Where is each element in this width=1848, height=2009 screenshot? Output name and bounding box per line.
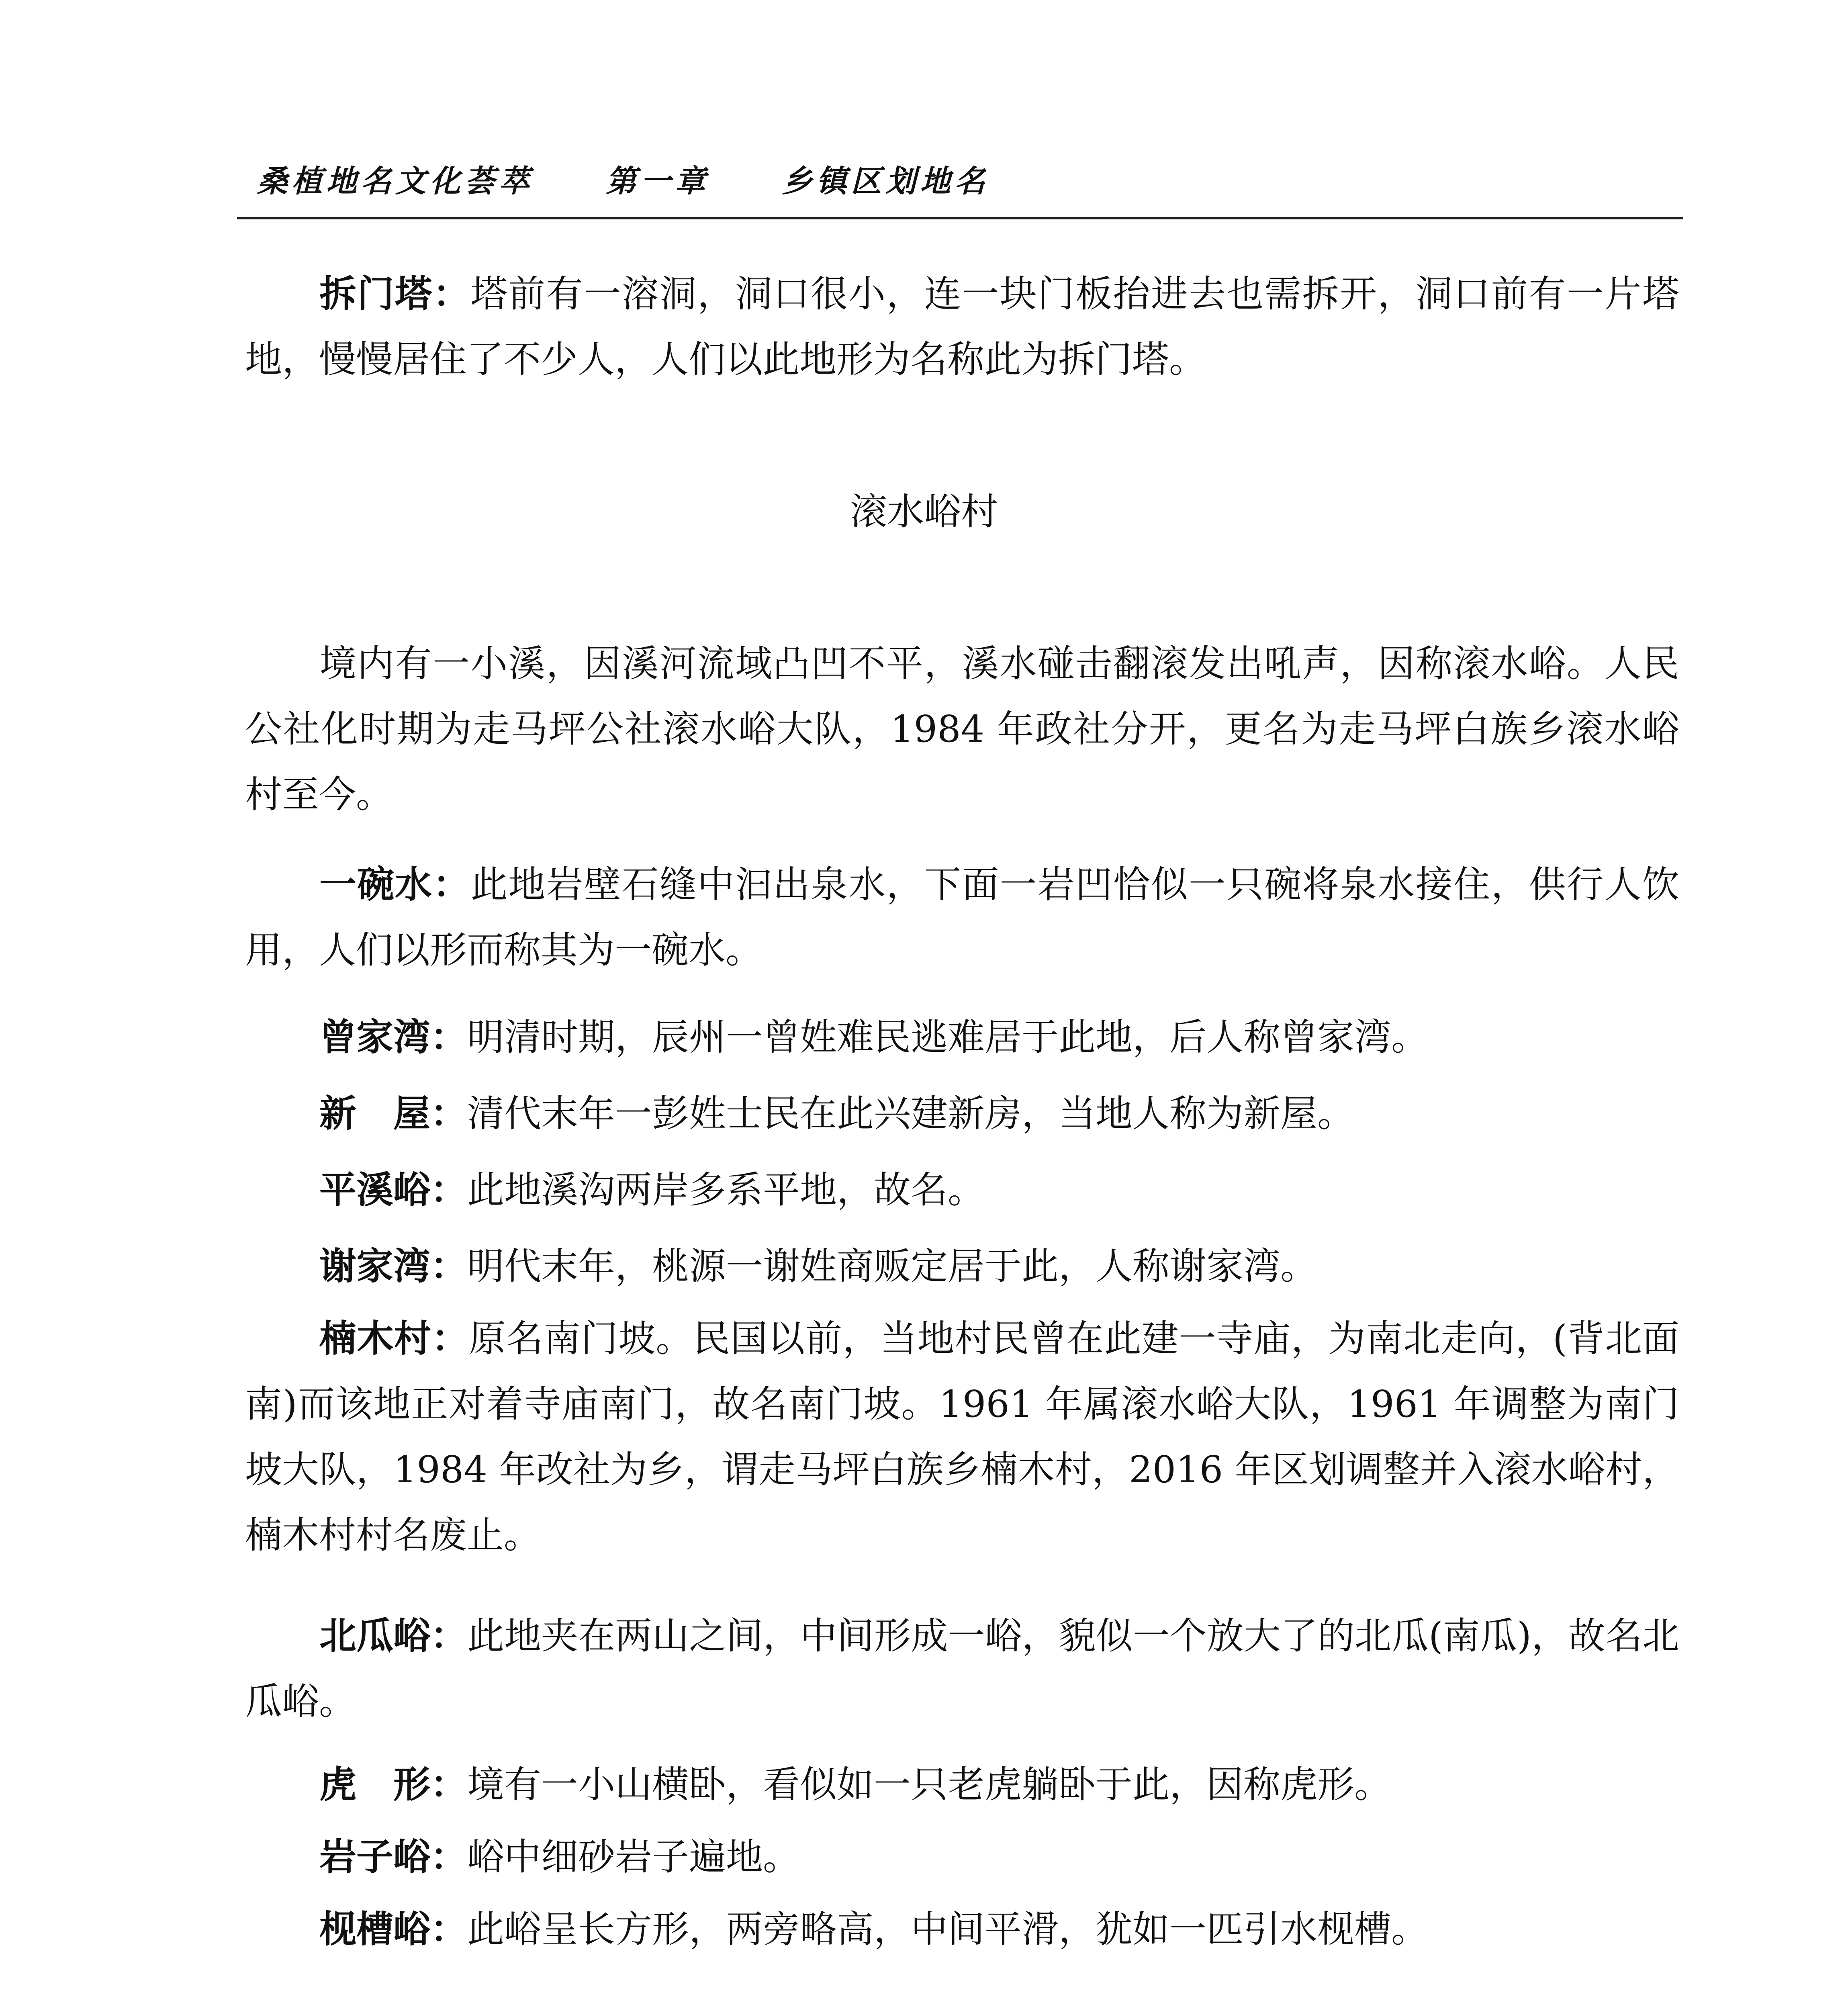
entry-text: 此地溪沟两岸多系平地，故名。 [467,1168,985,1211]
entry-term: 一碗水： [319,863,471,906]
entry-text: 原名南门坡。民国以前，当地村民曾在此建一寺庙，为南北走向，(背北面南)而该地正对着寺庙南门，故名南门坡。1961 年属滚水峪大队，1961 年调整为南门坡大队，1984 年改社为乡，谓走马坪白族乡楠木村，2016 年区划调整并入滚水峪村，楠木村村名废止。 [245,1317,1679,1557]
entry-nanmucun [245,1306,1679,1568]
entry-jiancaoyu [245,1896,1679,1962]
entry-term: 岩子峪： [319,1835,468,1878]
entry-term: 北瓜峪： [319,1614,468,1657]
entry-huxing [245,1752,1679,1817]
entry-text: 清代末年一彭姓士民在此兴建新房，当地人称为新屋。 [467,1092,1355,1135]
book-title: 桑植地名文化荟萃 [257,163,534,199]
intro-gunshuiyu: 境内有一小溪，因溪河流域凸凹不平，溪水碰击翻滚发出吼声，因称滚水峪。人民公社化时期为走马坪公社滚水峪大队，1984 年政社分开，更名为走马坪白族乡滚水峪村至今。 [245,642,1679,816]
chapter-label: 第一章 [606,163,709,199]
entry-text: 此地岩壁石缝中汩出泉水，下面一岩凹恰似一只碗将泉水接住，供行人饮用，人们以形而称其为一碗水。 [245,863,1679,972]
header-rule [237,217,1683,219]
entry-term: 谢家湾： [319,1245,468,1288]
entry-term: 楠木村： [319,1317,469,1360]
entry-term: 平溪峪： [319,1168,468,1211]
entry-term: 虎 形： [319,1763,468,1806]
entry-term: 枧槽峪： [319,1908,468,1951]
section-title-gunshuiyu: 滚水峪村 [850,490,998,533]
entry-text: 明代末年，桃源一谢姓商贩定居于此，人称谢家湾。 [467,1245,1318,1288]
entry-yiwanshui [245,852,1679,983]
entry-text: 此峪呈长方形，两旁略高，中间平滑，犹如一匹引水枧槽。 [467,1908,1429,1951]
entry-term: 新 屋： [319,1092,468,1135]
entry-term: 曾家湾： [319,1016,468,1059]
entry-text: 境有一小山横卧，看似如一只老虎躺卧于此，因称虎形。 [467,1763,1392,1806]
entry-zengjiawan [245,1004,1679,1070]
running-header [257,157,1061,200]
entry-text: 塔前有一溶洞，洞口很小，连一块门板抬进去也需拆开，洞口前有一片塔地，慢慢居住了不少人，人们以此地形为名称此为拆门塔。 [245,272,1679,381]
entry-xinwu [245,1081,1679,1146]
entry-text: 此地夹在两山之间，中间形成一峪，貌似一个放大了的北瓜(南瓜)，故名北瓜峪。 [245,1614,1679,1723]
entry-xiejiawan [245,1234,1679,1299]
section-label: 乡镇区划地名 [782,163,989,199]
entry-pingxiyu [245,1157,1679,1223]
entry-text: 峪中细砂岩子遍地。 [467,1835,800,1878]
entry-text: 明清时期，辰州一曾姓难民逃难居于此地，后人称曾家湾。 [467,1016,1429,1059]
entry-chaimenta [245,261,1679,392]
entry-yanziyu [245,1824,1679,1890]
entry-term: 拆门塔： [319,272,471,315]
entry-beiguayu [245,1603,1679,1734]
